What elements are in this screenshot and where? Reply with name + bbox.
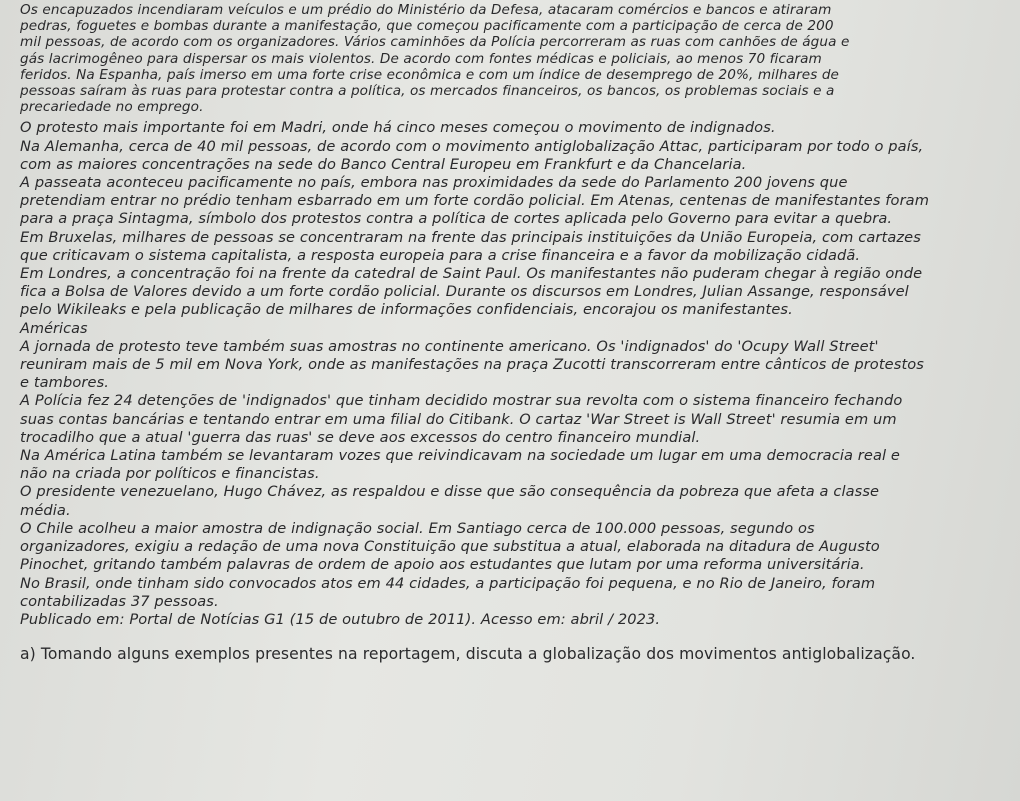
text-line: A passeata aconteceu pacificamente no país, embora nas proximidades da sede do Parlamento 200 jovens que (20, 174, 848, 192)
source-citation: Publicado em: Portal de Notícias G1 (15 de outubro de 2011). Acesso em: abril / 2023. (20, 610, 661, 628)
text-line: Os encapuzados incendiaram veículos e um prédio do Ministério da Defesa, atacaram comércios e bancos e atiraram (20, 2, 832, 18)
text-line: não na criada por políticos e financistas. (20, 465, 320, 483)
text-line: O Chile acolheu a maior amostra de indignação social. Em Santiago cerca de 100.000 pessoas, segundo os (20, 519, 815, 537)
text-line: feridos. Na Espanha, país imerso em uma forte crise econômica e com um índice de desemprego de 20%, milhares de (20, 66, 840, 83)
text-line: que criticavam o sistema capitalista, a resposta europeia para a crise financeira e a favor da mobilização cidadã. (20, 246, 861, 264)
text-line: fica a Bolsa de Valores devido a um forte cordão policial. Durante os discursos em Londres, Julian Assange, responsável (20, 283, 909, 301)
text-line: pedras, foguetes e bombas durante a manifestação, que começou pacificamente com a participação de cerca de 200 (20, 18, 834, 35)
text-line: gás lacrimogêneo para dispersar os mais violentos. De acordo com fontes médicas e policiais, ao menos 70 ficaram (20, 50, 822, 67)
section-heading: Américas (20, 320, 88, 337)
text-line: Em Bruxelas, milhares de pessoas se concentraram na frente das principais instituições da União Europeia, com cartazes (20, 228, 921, 246)
text-line: precariedade no emprego. (20, 99, 204, 116)
text-line: Pinochet, gritando também palavras de ordem de apoio aos estudantes que lutam por uma reforma universitária. (20, 556, 865, 574)
question-prompt: a) Tomando alguns exemplos presentes na reportagem, discuta a globalização dos movimentos antiglobalização. (20, 645, 916, 664)
text-line: A jornada de protesto teve também suas amostras no continente americano. Os 'indignados' do 'Ocupy Wall Street' (20, 337, 879, 355)
text-line: No Brasil, onde tinham sido convocados atos em 44 cidades, a participação foi pequena, e no Rio de Janeiro, foram (20, 574, 876, 592)
text-line: suas contas bancárias e tentando entrar em uma filial do Citibank. O cartaz 'War Street is Wall Street' resumia em um (20, 410, 897, 428)
text-line: O presidente venezuelano, Hugo Chávez, as respaldou e disse que são consequência da pobreza que afeta a classe (20, 483, 880, 501)
text-line: organizadores, exigiu a redação de uma nova Constituição que substitua a atual, elaborada na ditadura de Augusto (20, 538, 880, 556)
text-line: mil pessoas, de acordo com os organizadores. Vários caminhões da Polícia percorreram as ruas com canhões de água e (20, 34, 850, 51)
text-line: Na Alemanha, cerca de 40 mil pessoas, de acordo com o movimento antiglobalização Attac, participaram por todo o país, (20, 137, 924, 155)
text-line: trocadilho que a atual 'guerra das ruas' se deve aos excessos do centro financeiro mundial. (20, 428, 701, 446)
text-line: pessoas saíram às ruas para protestar contra a política, os mercados financeiros, os bancos, os problemas sociais e a (20, 83, 835, 100)
text-line: O protesto mais importante foi em Madri, onde há cinco meses começou o movimento de indignados. (20, 119, 776, 137)
text-line: contabilizadas 37 pessoas. (20, 592, 219, 610)
text-line: pretendiam entrar no prédio tenham esbarrado em um forte cordão policial. Em Atenas, centenas de manifestantes foram (20, 192, 930, 210)
text-line: para a praça Sintagma, símbolo dos protestos contra a política de cortes aplicada pelo Governo para evitar a quebra. (20, 210, 893, 228)
text-line: com as maiores concentrações na sede do Banco Central Europeu em Frankfurt e da Chancelaria. (20, 155, 747, 173)
text-line: pelo Wikileaks e pela publicação de milhares de informações confidenciais, encorajou os manifestantes. (20, 301, 793, 319)
text-line: média. (20, 501, 71, 519)
text-line: e tambores. (20, 374, 110, 392)
text-line: Em Londres, a concentração foi na frente da catedral de Saint Paul. Os manifestantes não puderam chegar à região onde (20, 265, 923, 283)
text-line: reuniram mais de 5 mil em Nova York, onde as manifestações na praça Zucotti transcorreram entre cânticos de protestos (20, 356, 924, 374)
text-line: Na América Latina também se levantaram vozes que reivindicavam na sociedade um lugar em uma democracia real e (20, 447, 900, 465)
text-line: A Polícia fez 24 detenções de 'indignados' que tinham decidido mostrar sua revolta com o sistema financeiro fechando (20, 392, 903, 410)
